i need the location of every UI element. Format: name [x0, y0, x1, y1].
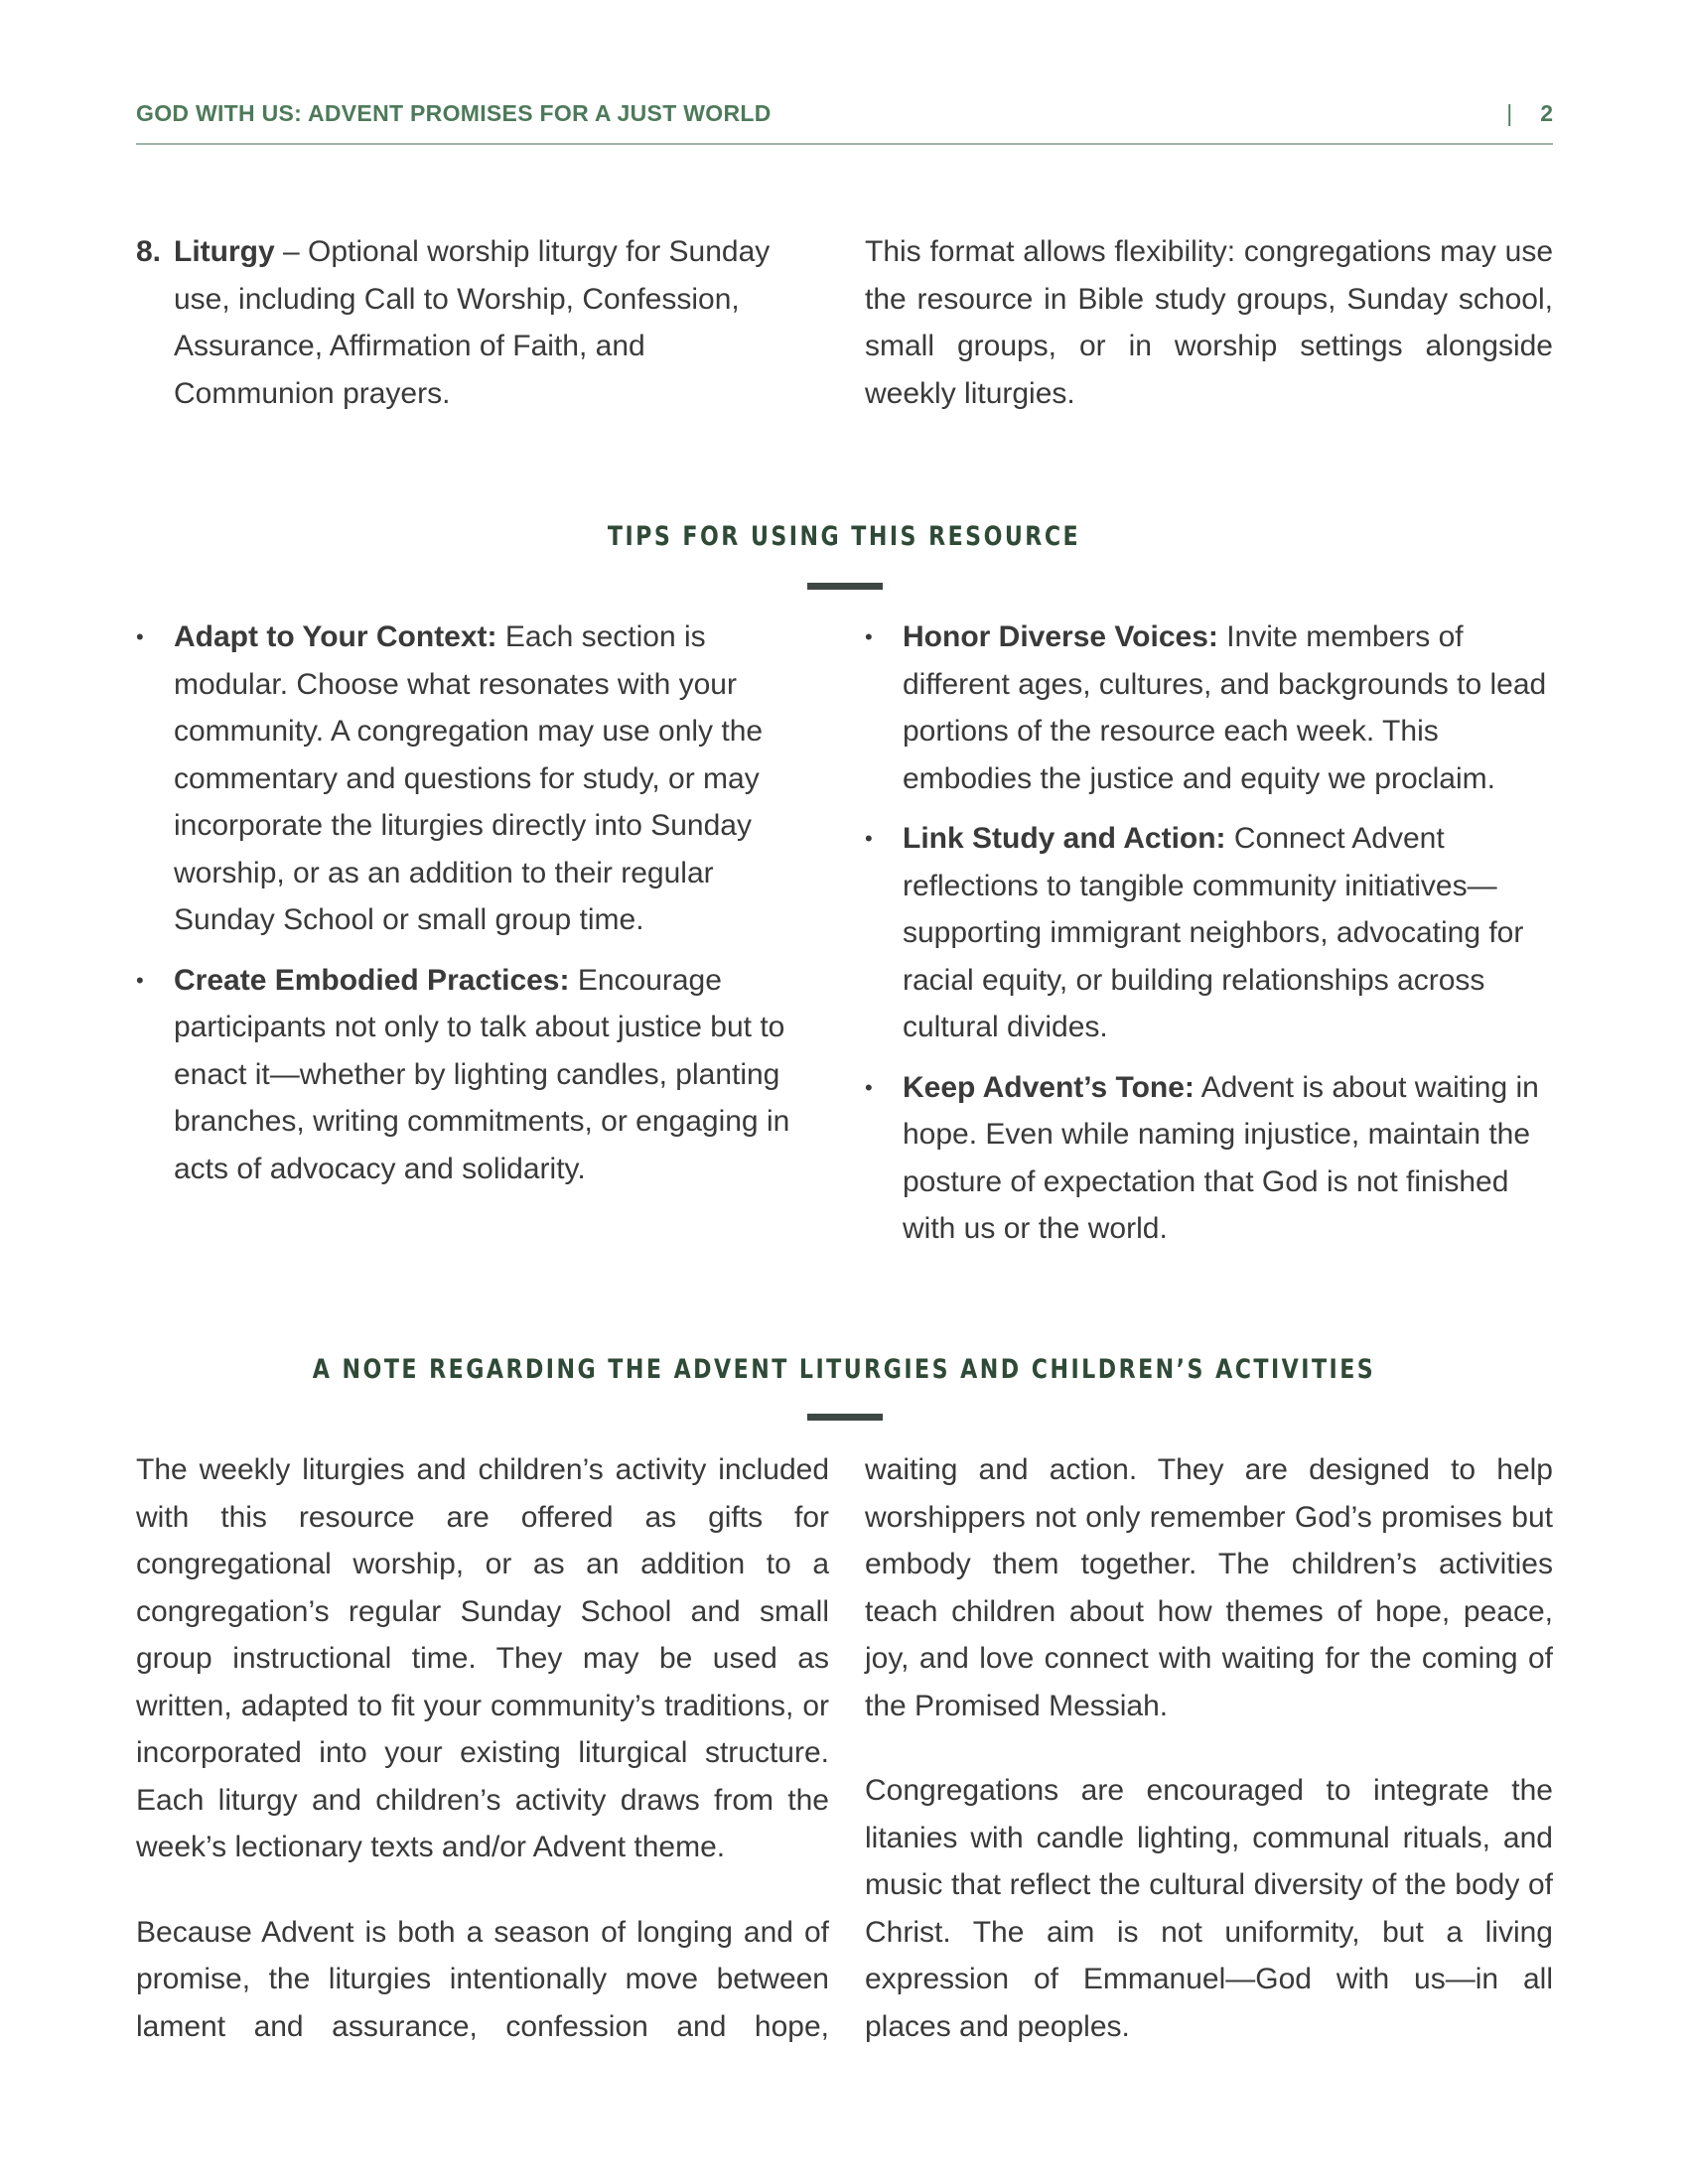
bullet-icon: •: [136, 624, 144, 649]
intro-left-column: [136, 228, 811, 417]
liturgy-list-item: [136, 228, 811, 417]
format-paragraph: This format allows flexibility: congregations may use the resource in Bible study groups, Sunday school, small groups, or in worship settings alongside weekly liturgies.: [865, 235, 1553, 410]
bullet-icon: •: [136, 967, 144, 993]
note-heading-rule: [807, 1414, 883, 1421]
note-paragraph: Congregations are encouraged to integrate the litanies with candle lighting, communal rituals, and music that reflect the cultural diversity of the body of Christ. The aim is not uniformity, but a living expression of Emmanuel—God with us—in all places and peoples.: [865, 1774, 1553, 2043]
tip-item: [136, 614, 821, 944]
tip-lead: Link Study and Action:: [903, 822, 1226, 855]
list-item-body: [174, 228, 811, 417]
tips-heading-rule: [807, 583, 883, 590]
note-paragraph: waiting and action. They are designed to help worshippers not only remember God’s promises but embody them together. The children’s activities teach children about how themes of hope, peace, joy, and love connect with waiting for the coming of the Promised Messiah.: [865, 1453, 1553, 1722]
tip-text: Invite members of different ages, cultures, and backgrounds to lead portions of the resource each week. This embodies the justice and equity we proclaim.: [903, 620, 1547, 795]
header-separator: |: [1506, 100, 1513, 126]
note-paragraph: Because Advent is both a season of longing and of promise, the liturgies intentionally move between lament and assurance, confession and hope,: [136, 1915, 829, 2043]
tip-item: [865, 815, 1560, 1051]
bullet-icon: •: [865, 826, 873, 851]
list-item-text: – Optional worship liturgy for Sunday use, including Call to Worship, Confession, Assurance, Affirmation of Faith, and Communion prayers.: [174, 235, 771, 410]
tip-text: Encourage participants not only to talk about justice but to enact it—whether by lighting candles, planting branches, writing commitments, or engaging in acts of advocacy and solidarity.: [174, 963, 790, 1185]
tip-text: Connect Advent reflections to tangible community initiatives—supporting immigrant neighbors, advocating for racial equity, or building relationships across cultural divides.: [903, 822, 1524, 1043]
list-number: 8.: [136, 235, 162, 268]
page-number: 2: [1540, 100, 1553, 126]
tips-heading: TIPS FOR USING THIS RESOURCE: [607, 521, 1081, 552]
tip-lead: Adapt to Your Context:: [174, 620, 497, 653]
tip-lead: Create Embodied Practices:: [174, 963, 570, 997]
tip-text: Each section is modular. Choose what resonates with your community. A congregation may use only the commentary and questions for study, or may incorporate the liturgies directly into Sunday worship, or as an addition to their regular Sunday School or small group time.: [174, 620, 764, 936]
tip-lead: Keep Advent’s Tone:: [903, 1070, 1195, 1104]
note-heading: A NOTE REGARDING THE ADVENT LITURGIES AND CHILDREN’S ACTIVITIES: [312, 1354, 1376, 1385]
tip-lead: Honor Diverse Voices:: [903, 620, 1218, 653]
list-item-lead: Liturgy: [174, 235, 275, 268]
tips-left-column: [136, 614, 821, 1205]
tip-item: [865, 614, 1560, 802]
document-title: GOD WITH US: ADVENT PROMISES FOR A JUST WORLD: [136, 100, 772, 126]
tip-item: [865, 1064, 1560, 1253]
note-paragraph: The weekly liturgies and children’s activity included with this resource are offered as gifts for congregational worship, or as an addition to a congregation’s regular Sunday School and small group instructional time. They may be used as written, adapted to fit your community’s traditions, or incorporated into your existing liturgical structure. Each liturgy and children’s activity draws from the week’s lectionary texts and/or Advent theme.: [136, 1453, 829, 1863]
note-left-column: [136, 1446, 829, 2050]
tip-item: [136, 957, 821, 1193]
page-header: [136, 97, 1553, 145]
note-right-column: [865, 1446, 1553, 2050]
bullet-icon: •: [865, 624, 873, 649]
intro-right-column: [865, 228, 1553, 417]
tip-text: Advent is about waiting in hope. Even while naming injustice, maintain the posture of expectation that God is not finished with us or the world.: [903, 1070, 1539, 1245]
page-number-block: [1506, 100, 1553, 127]
tips-right-column: [865, 614, 1560, 1266]
bullet-icon: •: [865, 1074, 873, 1100]
